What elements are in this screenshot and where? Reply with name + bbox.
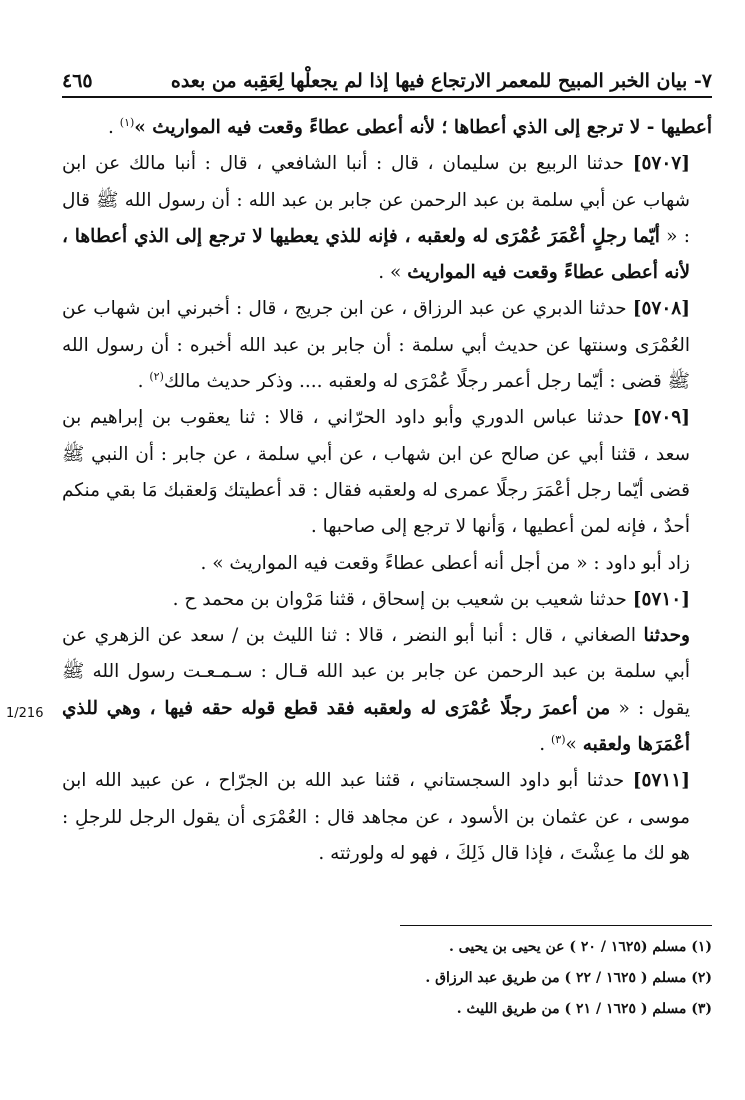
hadith-5707 xyxy=(62,146,712,291)
hadith-text: أعطيها - لا ترجع إلى الذي أعطاها ؛ لأنه أعطى عطاءً وقعت فيه المواريث » xyxy=(134,117,712,138)
footnotes xyxy=(62,932,712,1025)
hadith-number: [٥٧١٠] xyxy=(632,588,690,610)
addition-text: زاد أبو داود : « من أجل أنه أعطى عطاءً وقعت فيه المواريث » . xyxy=(200,552,690,574)
hadith-5710 xyxy=(62,582,712,618)
footnote-3: (٣) مسلم ( ١٦٢٥ / ٢١ ) من طريق الليث . xyxy=(456,1001,712,1017)
footnote-marker: (٢) xyxy=(149,369,164,383)
isnad-text: حدثنا الربيع بن سليمان ، قال : أنبا الشافعي ، قال : أنبا مالك عن ابن شهاب عن أبي سلمة بن عبد الرحمن عن جابر بن عبد الله : أن رسول الله ﷺ قال : « xyxy=(62,153,690,247)
isnad-text: حدثنا شعيب بن شعيب بن إسحاق ، قثنا مَرْوان بن محمد ح . xyxy=(172,588,633,610)
footnote-1: (١) مسلم (١٦٢٥ / ٢٠ ) عن يحيى بن يحيى . xyxy=(448,939,712,955)
punctuation: . xyxy=(539,734,551,756)
addition-note xyxy=(62,546,712,582)
page-number: ٤٦٥ xyxy=(62,70,93,92)
punctuation: . xyxy=(108,117,120,138)
isnad-text: الصغاني ، قال : أنبا أبو النضر ، قالا : ثنا الليث بن / سعد عن الزهري عن أبي سلمة بن عبد الرحمن عن جابر بن عبد الله قـال : سـمـعـت رسول الله ﷺ يقول : « xyxy=(62,625,690,719)
footnote-marker: (١) xyxy=(119,115,135,129)
chapter-title: ٧- بيان الخبر المبيح للمعمر الارتجاع فيها إذا لم يجعلْها لِعَقِبه من بعده xyxy=(170,70,712,92)
hadith-5709 xyxy=(62,400,712,545)
margin-reference: 1/216 xyxy=(6,706,44,721)
hadith-5711 xyxy=(62,763,712,872)
closing-text: . xyxy=(137,371,150,393)
closing-text: » . xyxy=(378,262,408,284)
hadith-number: [٥٧٠٧] xyxy=(632,153,690,175)
paragraph-continuation xyxy=(62,110,712,146)
hadith-text: أيّما رجلٍ أعْمَرَ عُمْرَى له ولعقبه ، فإنه للذي يعطيها لا ترجع إلى الذي أعطاها ، لأنه أعطى عطاءً وقعت فيه المواريث xyxy=(62,225,690,284)
isnad-text: حدثنا الدبري عن عبد الرزاق ، عن ابن جريج ، قال : أخبرني ابن شهاب عن العُمْرَى وسنتها عن حديث أبي سلمة : أن جابر بن عبد الله أخبره : أن رسول الله ﷺ قضى : أيّما رجل أعمر رجلًا عُمْرَى له ولعقبه .... وذكر حديث مالك xyxy=(62,298,690,393)
footnote-marker: (٣) xyxy=(551,732,566,746)
main-text xyxy=(62,110,712,872)
hadith-number: [٥٧١١] xyxy=(632,770,690,792)
hadith-number: [٥٧٠٨] xyxy=(632,298,690,320)
closing-text: » xyxy=(565,734,583,756)
hadith-number: [٥٧٠٩] xyxy=(632,407,690,429)
footnote-rule xyxy=(400,925,712,926)
hadith-5708 xyxy=(62,291,712,400)
chain-lead: وحدثنا xyxy=(643,625,690,647)
footnote-2: (٢) مسلم ( ١٦٢٥ / ٢٢ ) من طريق عبد الرزاق . xyxy=(425,970,712,986)
running-header xyxy=(62,58,712,92)
isnad-text: حدثنا أبو داود السجستاني ، قثنا عبد الله بن الجرّاح ، عن عبيد الله ابن موسى ، عن عثمان بن الأسود ، عن مجاهد قال : العُمْرَى أن يقول الرجل للرجلِ : هو لك ما عِشْتَ ، فإذا قال ذَلِكَ ، فهو له ولورثته . xyxy=(62,770,690,864)
header-rule xyxy=(62,96,712,98)
hadith-5710-second-chain xyxy=(62,618,712,763)
isnad-text: حدثنا عباس الدوري وأبو داود الحرّاني ، قالا : ثنا يعقوب بن إبراهيم بن سعد ، قثنا أبي عن صالح عن ابن شهاب ، عن أبي سلمة ، عن جابر : أن النبي ﷺ قضى أيّما رجل أعْمَرَ رجلًا عمرى له ولعقبه فقال : قد أعطيتك وَلعقبك مَا بقي منكم أحدٌ ، فإنه لمن أعطيها ، وَأنها لا ترجع إلى صاحبها . xyxy=(62,407,690,538)
hadith-text: من أعمرَ رجلًا عُمْرَى له ولعقبه فقد قطع قوله حقه فيها ، وهي للذي أعْمَرَها ولعقبه xyxy=(62,697,690,756)
